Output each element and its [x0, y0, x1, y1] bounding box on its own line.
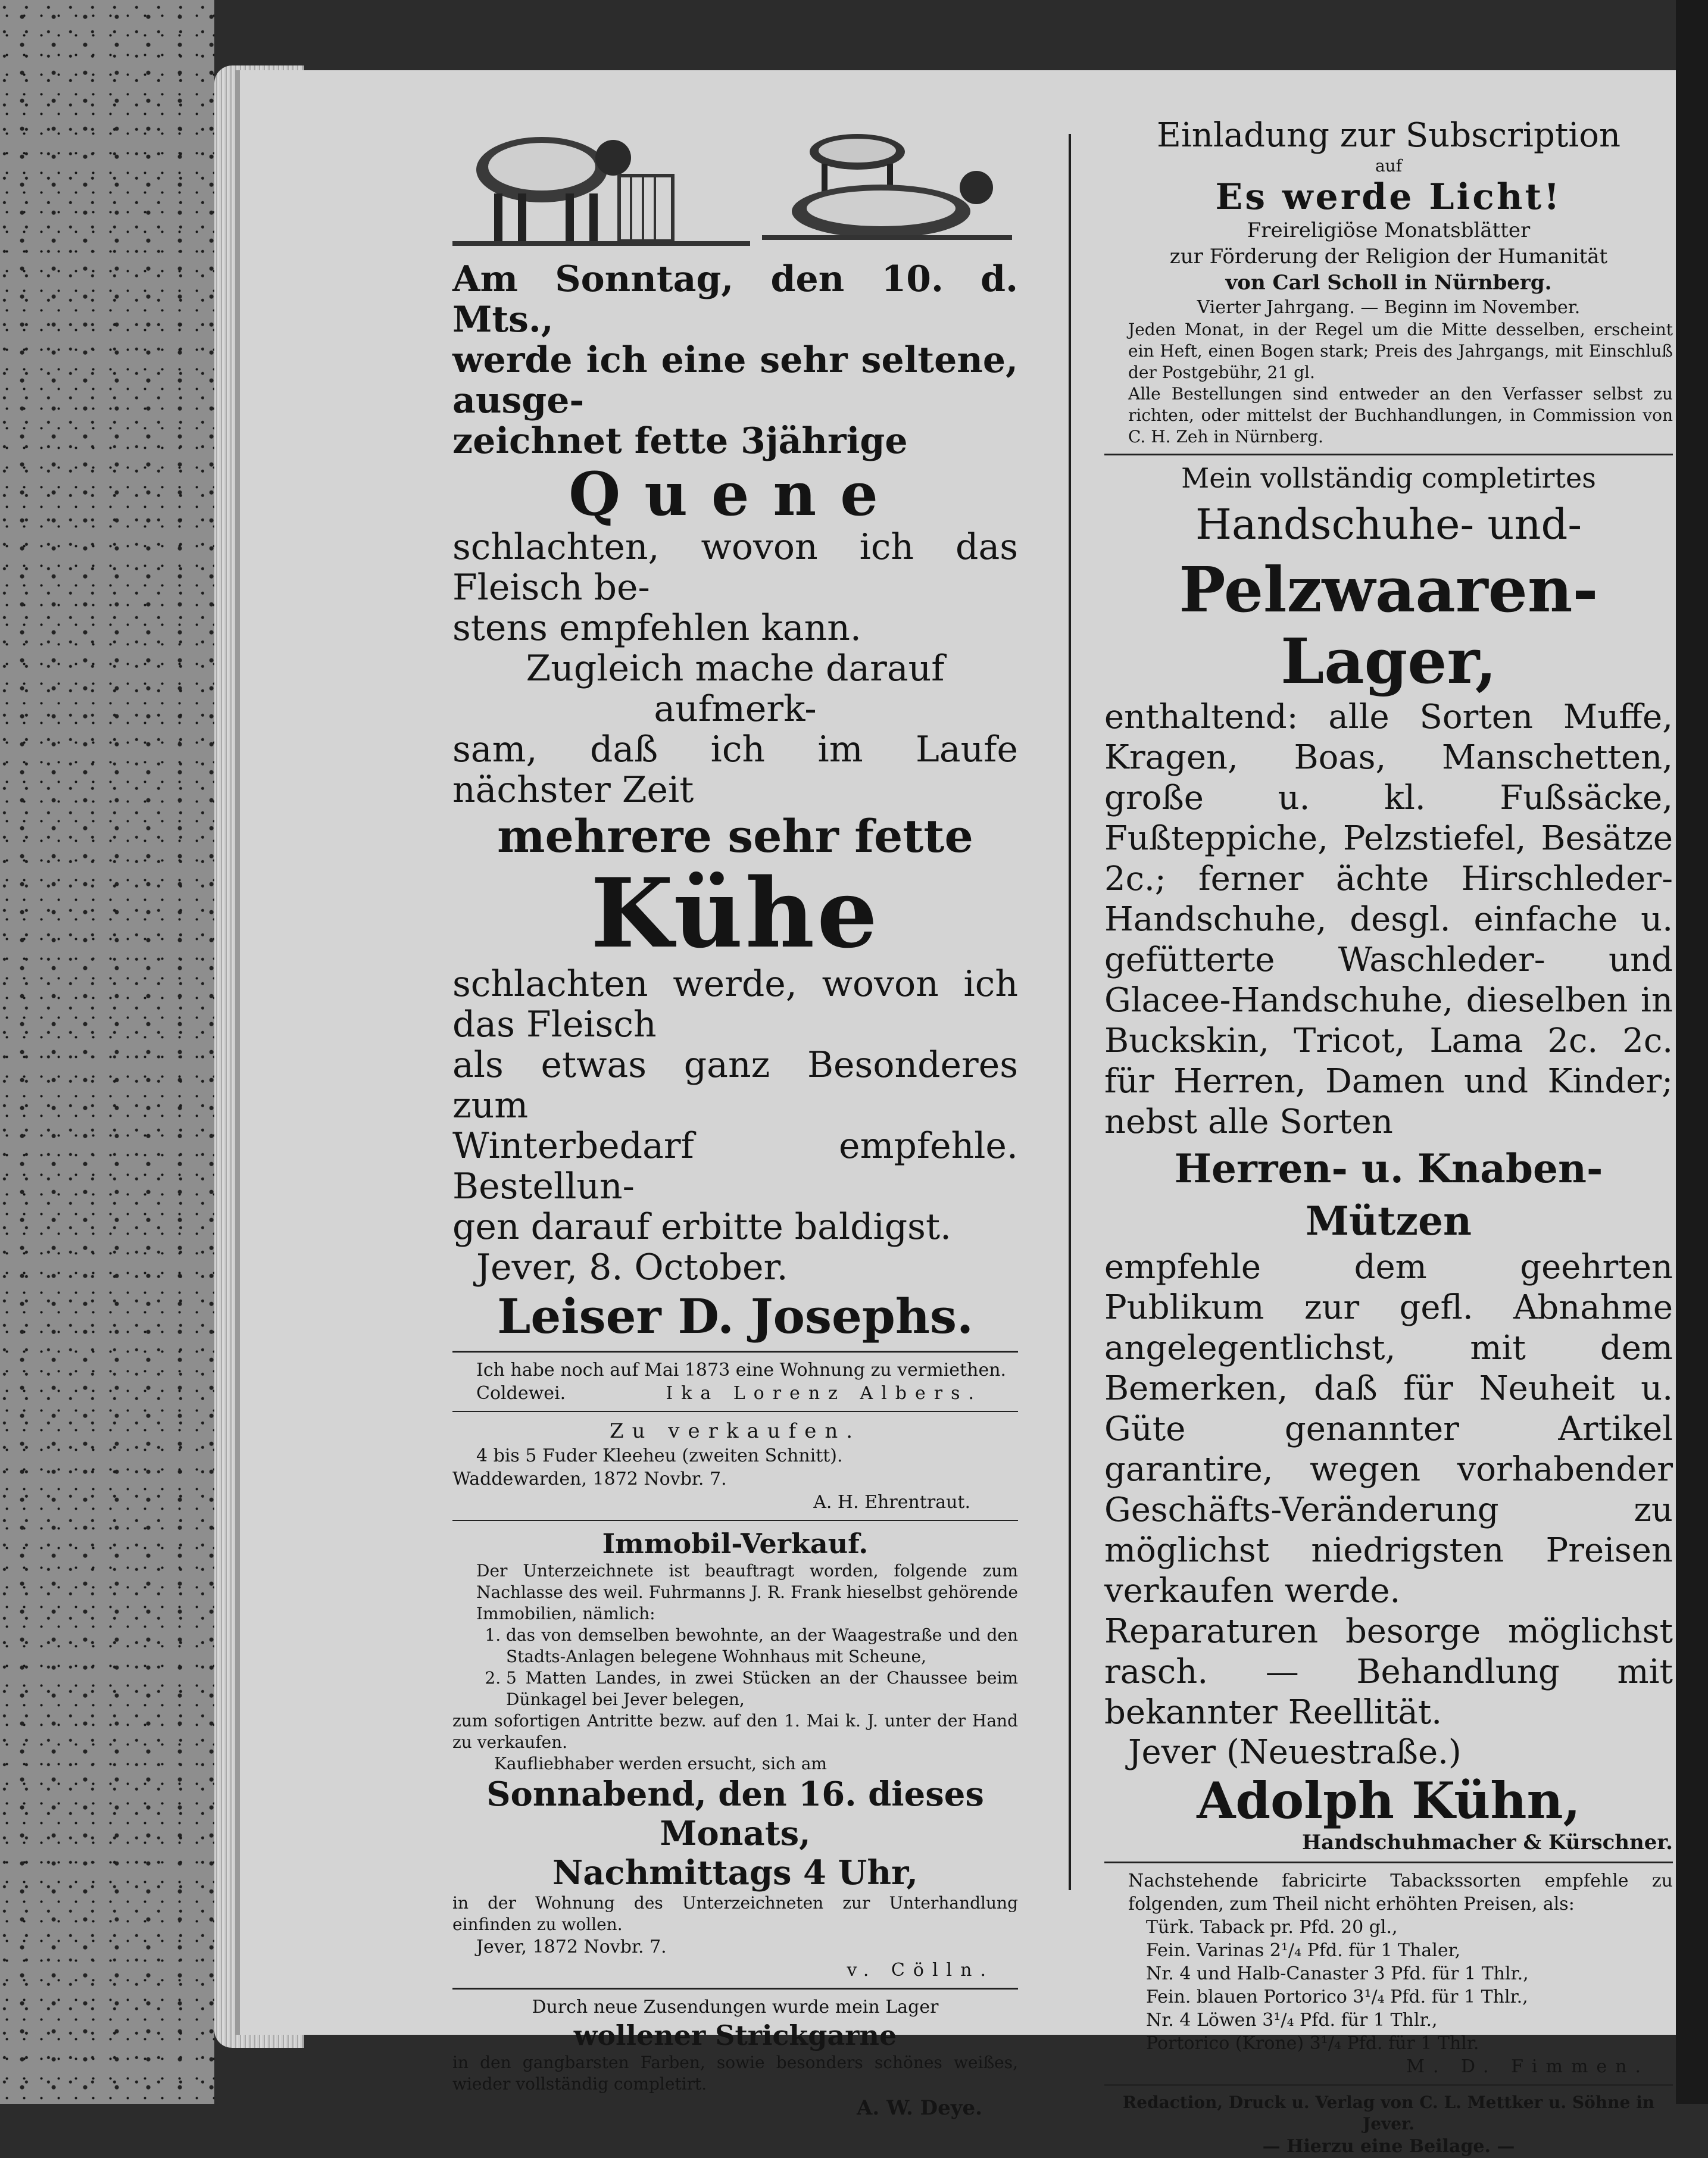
right-column — [1104, 116, 1673, 2158]
r-ad3-item: Fein. blauen Portorico 3¹/₄ Pfd. für 1 Thlr., — [1146, 1987, 1528, 2007]
ad2-left: Coldewei. — [476, 1383, 566, 1404]
r-ad1-sub3: von Carl Scholl in Nürnberg. — [1225, 271, 1552, 295]
ad1-mehrere: mehrere sehr fette — [497, 810, 973, 863]
ad4-date: Sonnabend, den 16. dieses Monats, — [486, 1775, 984, 1853]
supplement-note: — Hierzu eine Beilage. — — [1262, 2136, 1515, 2157]
ad1-kuehe: Kühe — [591, 857, 880, 969]
dark-margin — [1676, 0, 1708, 2104]
r-ad2-name: Adolph Kühn, — [1197, 1771, 1581, 1830]
r-ad1-text2: Alle Bestellungen sind entweder an den Verfasser selbst zu richten, oder mittelst der Buchhandlungen, in Commission von C. H. Zeh in Nürnberg. — [1128, 384, 1673, 446]
ad5-sign: A. W. Deye. — [857, 2096, 982, 2120]
separator — [1104, 454, 1673, 455]
column-divider — [1069, 134, 1071, 1890]
ad4-buyers: Kaufliebhaber werden ersucht, sich am — [494, 1754, 827, 1773]
r-ad2-text2: empfehle dem geehrten Publikum zur gefl. Abnahme angelegentlichst, mit dem Bemerken, daß für Neuheit u. Güte genannter Artikel garantire, wegen vorhabender Geschäfts-Veränderung zu möglichst niedrigsten Preisen verkaufen werde. — [1104, 1248, 1673, 1610]
ad1-line: als etwas ganz Besonderes zum — [452, 1044, 1018, 1126]
ad5-text: in den gangbarsten Farben, sowie besonders schönes weißes, wieder vollständig completirt. — [452, 2053, 1018, 2094]
r-ad2-place: Jever (Neuestraße.) — [1128, 1733, 1462, 1772]
r-ad1-title: Einladung zur Subscription — [1156, 116, 1621, 155]
ad4-after: zum sofortigen Antritte bezw. auf den 1. Mai k. J. unter der Hand zu verkaufen. — [452, 1711, 1018, 1752]
ad1-line: Winterbedarf empfehle. Bestellun- — [452, 1125, 1018, 1207]
ad2-right: Ika Lorenz Albers. — [666, 1383, 982, 1404]
ad1-line: werde ich eine sehr seltene, ausge- — [452, 339, 1018, 421]
ad5-line1: Durch neue Zusendungen wurde mein Lager — [532, 1997, 939, 2018]
ad1-line: sam, daß ich im Laufe nächster Zeit — [452, 729, 1018, 811]
r-ad2-line1: Mein vollständig completirtes — [1181, 462, 1596, 494]
r-ad1-year: Vierter Jahrgang. — Beginn im November. — [1197, 297, 1581, 318]
r-ad2-big3: Herren- u. Knaben-Mützen — [1174, 1145, 1603, 1244]
ad1-place-date: Jever, 8. October. — [476, 1247, 788, 1288]
ad4-title: Immobil-Verkauf. — [602, 1528, 869, 1560]
r-ad3-sign: M. D. Fimmen. — [1406, 2056, 1649, 2077]
r-ad3-item: Portorico (Krone) 3¹/₄ Pfd. für 1 Thlr. — [1146, 2033, 1479, 2054]
ad3-title: Zu verkaufen. — [609, 1419, 861, 1443]
ad4-item: 1. das von demselben bewohnte, an der Waagestraße und den Stadts-Anlagen belegene Wohnhaus mit Scheune, — [506, 1625, 1018, 1667]
ad3-sign: A. H. Ehrentraut. — [813, 1492, 970, 1513]
ad4-list — [452, 1625, 1018, 1710]
ad1-line: schlachten, wovon ich das Fleisch be- — [452, 526, 1018, 608]
ad1-quene: Quene — [569, 459, 902, 529]
ad5-big: wollener Strickgarne — [573, 2019, 897, 2051]
separator — [452, 1411, 1018, 1412]
r-ad1-auf: auf — [1375, 156, 1403, 176]
r-ad2-trade: Handschuhmacher & Kürschner. — [1302, 1831, 1673, 1854]
separator — [452, 1351, 1018, 1353]
r-ad3-item: Fein. Varinas 2¹/₄ Pfd. für 1 Thaler, — [1146, 1940, 1461, 1961]
background-speckle — [0, 0, 214, 2104]
cattle-woodcut-icon — [452, 116, 1018, 259]
ad4-sign: v. Cölln. — [847, 1960, 994, 1981]
ad1-line: schlachten werde, wovon ich das Fleisch — [452, 963, 1018, 1045]
ad1-line: stens empfehlen kann. — [452, 607, 861, 649]
r-ad3-intro: Nachstehende fabricirte Tabackssorten empfehle zu folgenden, zum Theil nicht erhöhten Preisen, als: — [1128, 1870, 1673, 1915]
ad1-line: Am Sonntag, den 10. d. Mts., — [452, 258, 1018, 341]
ad4-where: in der Wohnung des Unterzeichneten zur Unterhandlung einfinden zu wollen. — [452, 1893, 1018, 1934]
r-ad3-item: Nr. 4 Löwen 3¹/₄ Pfd. für 1 Thlr., — [1146, 2010, 1438, 2031]
left-column — [452, 116, 1018, 2121]
r-ad1-sub2: zur Förderung der Religion der Humanität — [1169, 245, 1608, 268]
r-ad3-item: Nr. 4 und Halb-Canaster 3 Pfd. für 1 Thlr., — [1146, 1963, 1529, 1984]
ad4-time: Nachmittags 4 Uhr, — [552, 1853, 918, 1892]
imprint: Redaction, Druck u. Verlag von C. L. Mettker u. Söhne in Jever. — [1122, 2093, 1655, 2134]
ad1-line: Zugleich mache darauf aufmerk- — [526, 648, 945, 730]
r-ad2-big1: Handschuhe- und- — [1195, 500, 1582, 549]
r-ad1-text: Jeden Monat, in der Regel um die Mitte desselben, erscheint ein Heft, einen Bogen stark; Preis des Jahrgangs, mit Einschluß der Postgebühr, 21 gl. — [1128, 320, 1673, 382]
ad2-footer — [452, 1382, 1018, 1405]
ad1-signature: Leiser D. Josephs. — [497, 1288, 973, 1344]
ad4-intro: Der Unterzeichnete ist beauftragt worden, folgende zum Nachlasse des weil. Fuhrmanns J. R. Frank hieselbst gehörende Immobilien, nämlich: — [476, 1561, 1018, 1623]
r-ad2-big2: Pelzwaaren-Lager, — [1179, 553, 1598, 698]
ad1-line: gen darauf erbitte baldigst. — [452, 1206, 952, 1248]
ad4-place-date: Jever, 1872 Novbr. 7. — [476, 1937, 667, 1957]
r-ad1-big: Es werde Licht! — [1215, 176, 1562, 218]
r-ad3-item: Türk. Taback pr. Pfd. 20 gl., — [1146, 1917, 1398, 1938]
separator — [1104, 1862, 1673, 1863]
r-ad1-sub1: Freireligiöse Monatsblätter — [1247, 218, 1531, 242]
separator — [1104, 2084, 1673, 2086]
cattle-illustration — [452, 116, 1018, 259]
ad2-text: Ich habe noch auf Mai 1873 eine Wohnung zu vermiethen. — [476, 1360, 1007, 1381]
separator — [452, 1988, 1018, 1990]
separator — [452, 1520, 1018, 1521]
ad3-line1: 4 bis 5 Fuder Kleeheu (zweiten Schnitt). — [476, 1445, 843, 1466]
ad3-line2: Waddewarden, 1872 Novbr. 7. — [452, 1469, 727, 1489]
r-ad2-text3: Reparaturen besorge möglichst rasch. — Behandlung mit bekannter Reellität. — [1104, 1612, 1673, 1732]
ad4-item: 2. 5 Matten Landes, in zwei Stücken an der Chaussee beim Dünkagel bei Jever belegen, — [506, 1667, 1018, 1710]
ad1-line: zeichnet fette 3jährige — [452, 420, 908, 462]
r-ad2-text: enthaltend: alle Sorten Muffe, Kragen, Boas, Manschetten, große u. kl. Fußsäcke, Fußteppiche, Pelzstiefel, Besätze 2c.; ferner ächte Hirschleder-Handschuhe, desgl. einfache u. gefütterte Waschleder- und Glacee-Handschuhe, dieselben in Buckskin, Tricot, Lama 2c. 2c. für Herren, Damen und Kinder; nebst alle Sorten — [1104, 698, 1673, 1141]
